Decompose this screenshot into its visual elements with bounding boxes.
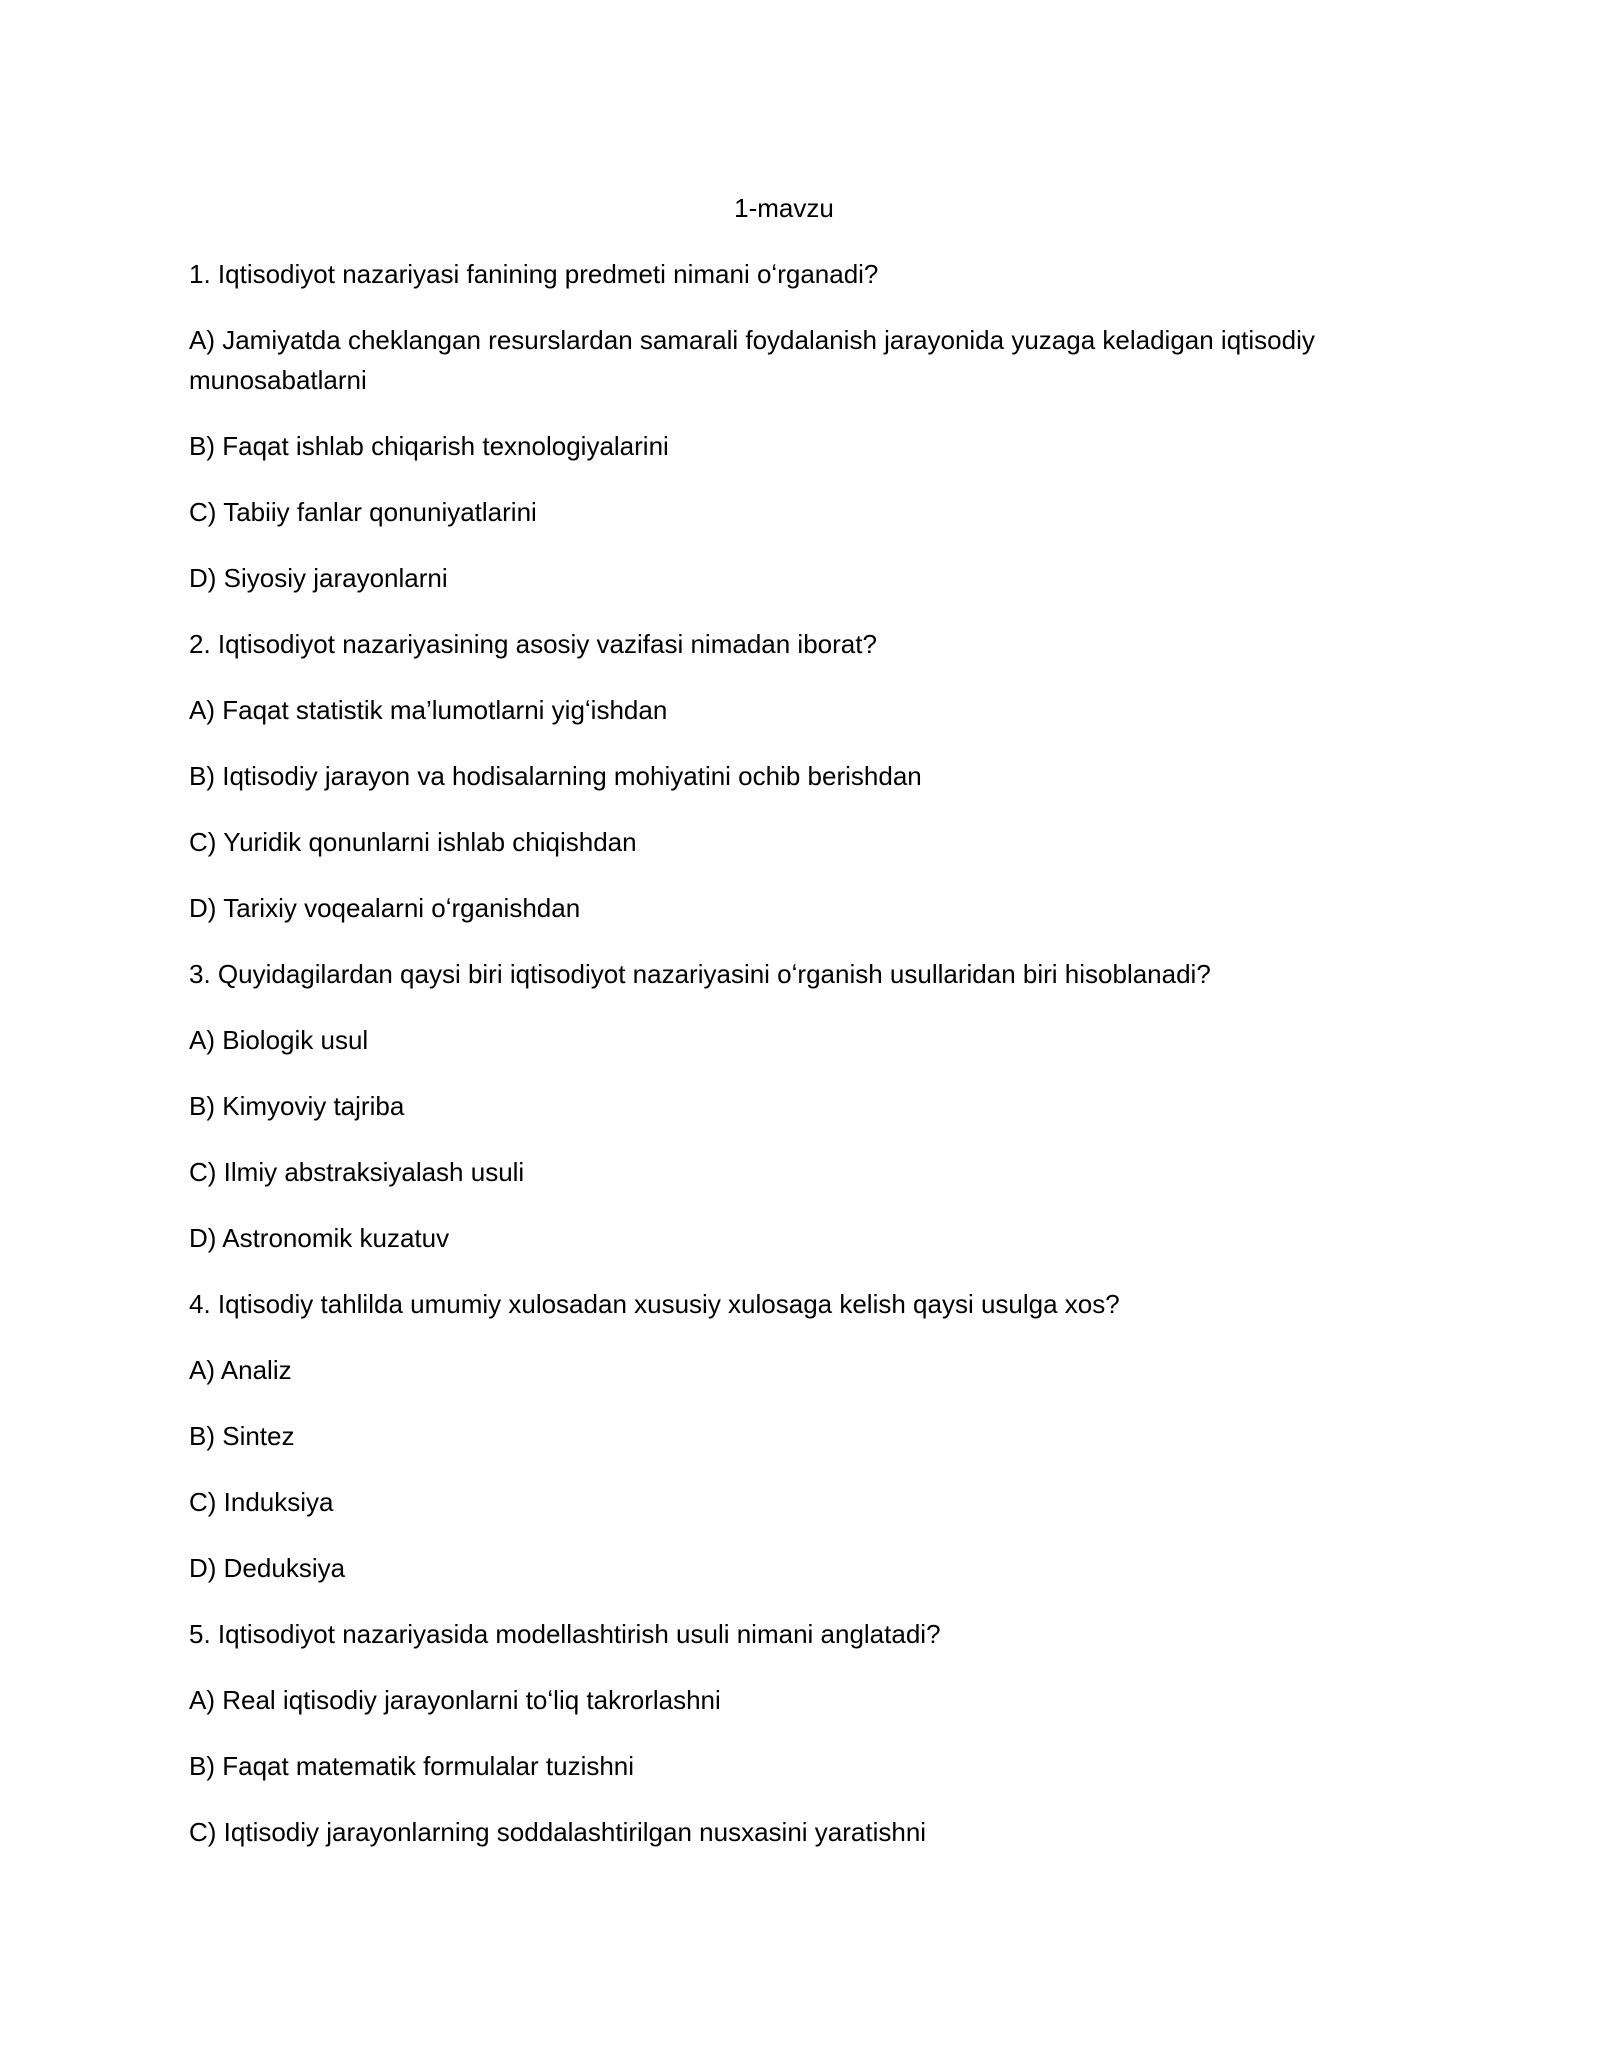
question-5-option-c: C) Iqtisodiy jarayonlarning soddalashtirilgan nusxasini yaratishni <box>189 1817 927 1847</box>
question-5: 5. Iqtisodiyot nazariyasida modellashtirish usuli nimani anglatadi? <box>189 1619 941 1649</box>
document-title: 1-mavzu <box>734 193 834 223</box>
question-3-option-c: C) Ilmiy abstraksiyalash usuli <box>189 1157 525 1187</box>
question-5-option-a: A) Real iqtisodiy jarayonlarni toʻliq takrorlashni <box>189 1685 721 1715</box>
question-2-option-b: B) Iqtisodiy jarayon va hodisalarning mohiyatini ochib berishdan <box>189 761 922 791</box>
question-5-option-b: B) Faqat matematik formulalar tuzishni <box>189 1751 635 1781</box>
question-4-option-c: C) Induksiya <box>189 1487 334 1517</box>
question-4-option-b: B) Sintez <box>189 1421 295 1451</box>
question-1-option-d: D) Siyosiy jarayonlarni <box>189 563 448 593</box>
question-1-option-a: A) Jamiyatda cheklangan resurslardan samarali foydalanish jarayonida yuzaga keladigan iqtisodiy munosabatlarni <box>189 325 1315 395</box>
question-1-option-b: B) Faqat ishlab chiqarish texnologiyalarini <box>189 431 669 461</box>
question-2-option-c: C) Yuridik qonunlarni ishlab chiqishdan <box>189 827 637 857</box>
question-2: 2. Iqtisodiyot nazariyasining asosiy vazifasi nimadan iborat? <box>189 629 877 659</box>
document-content <box>189 188 1349 1878</box>
question-2-option-d: D) Tarixiy voqealarni oʻrganishdan <box>189 893 581 923</box>
question-1: 1. Iqtisodiyot nazariyasi fanining predmeti nimani oʻrganadi? <box>189 259 879 289</box>
question-3-option-d: D) Astronomik kuzatuv <box>189 1223 450 1253</box>
question-4-option-d: D) Deduksiya <box>189 1553 346 1583</box>
question-2-option-a: A) Faqat statistik ma’lumotlarni yigʻishdan <box>189 695 668 725</box>
question-3-option-a: A) Biologik usul <box>189 1025 369 1055</box>
question-3-option-b: B) Kimyoviy tajriba <box>189 1091 405 1121</box>
question-3: 3. Quyidagilardan qaysi biri iqtisodiyot nazariyasini oʻrganish usullaridan biri hisoblanadi? <box>189 959 1211 989</box>
question-4-option-a: A) Analiz <box>189 1355 292 1385</box>
question-1-option-c: C) Tabiiy fanlar qonuniyatlarini <box>189 497 537 527</box>
question-4: 4. Iqtisodiy tahlilda umumiy xulosadan xususiy xulosaga kelish qaysi usulga xos? <box>189 1289 1120 1319</box>
